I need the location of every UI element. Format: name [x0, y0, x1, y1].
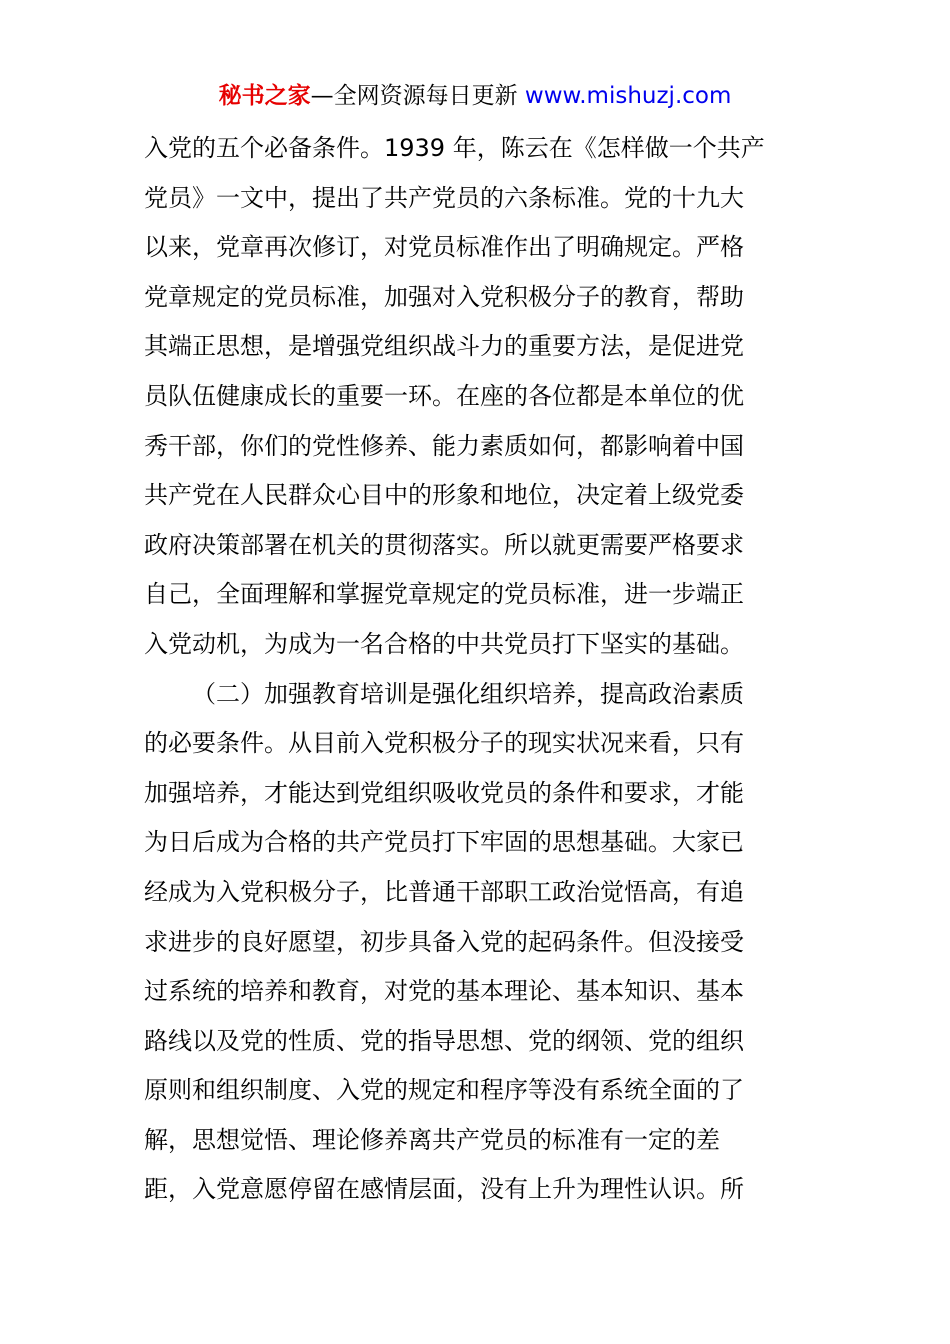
document-body [144, 124, 814, 1215]
text-line: 党员》一文中，提出了共产党员的六条标准。党的十九大 [144, 183, 744, 212]
page-header [0, 80, 950, 112]
text-line: 为日后成为合格的共产党员打下牢固的思想基础。大家已 [144, 828, 744, 857]
text-line: 共产党在人民群众心目中的形象和地位，决定着上级党委 [144, 481, 744, 510]
text-line: 自己，全面理解和掌握党章规定的党员标准，进一步端正 [144, 580, 744, 609]
text-line: 入党的五个必备条件。1939 年，陈云在《怎样做一个共产 [144, 134, 765, 162]
section-heading-line: （二）加强教育培训是强化组织培养，提高政治素质 [192, 679, 744, 708]
text-line: 党章规定的党员标准，加强对入党积极分子的教育，帮助 [144, 282, 744, 311]
text-line: 员队伍健康成长的重要一环。在座的各位都是本单位的优 [144, 381, 744, 410]
text-line: 以来，党章再次修订，对党员标准作出了明确规定。严格 [144, 233, 744, 262]
text-line: 加强培养，才能达到党组织吸收党员的条件和要求，才能 [144, 778, 744, 807]
site-brand: 秘书之家 [218, 83, 311, 109]
text-line: 其端正思想，是增强党组织战斗力的重要方法，是促进党 [144, 332, 744, 361]
text-line: 解，思想觉悟、理论修养离共产党员的标准有一定的差 [144, 1125, 720, 1154]
text-line: 政府决策部署在机关的贯彻落实。所以就更需要严格要求 [144, 530, 744, 559]
site-tagline: —全网资源每日更新 [310, 83, 518, 109]
text-line: 过系统的培养和教育，对党的基本理论、基本知识、基本 [144, 977, 744, 1006]
text-line: 秀干部，你们的党性修养、能力素质如何，都影响着中国 [144, 431, 744, 460]
text-line: 距，入党意愿停留在感情层面，没有上升为理性认识。所 [144, 1175, 744, 1204]
text-line: 的必要条件。从目前入党积极分子的现实状况来看，只有 [144, 729, 744, 758]
text-line: 求进步的良好愿望，初步具备入党的起码条件。但没接受 [144, 927, 744, 956]
text-line: 路线以及党的性质、党的指导思想、党的纲领、党的组织 [144, 1026, 744, 1055]
site-url-link[interactable]: www.mishuzj.com [524, 83, 732, 109]
text-line: 原则和组织制度、入党的规定和程序等没有系统全面的了 [144, 1076, 744, 1105]
text-line: 经成为入党积极分子，比普通干部职工政治觉悟高，有追 [144, 877, 744, 906]
text-line: 入党动机，为成为一名合格的中共党员打下坚实的基础。 [144, 629, 744, 658]
